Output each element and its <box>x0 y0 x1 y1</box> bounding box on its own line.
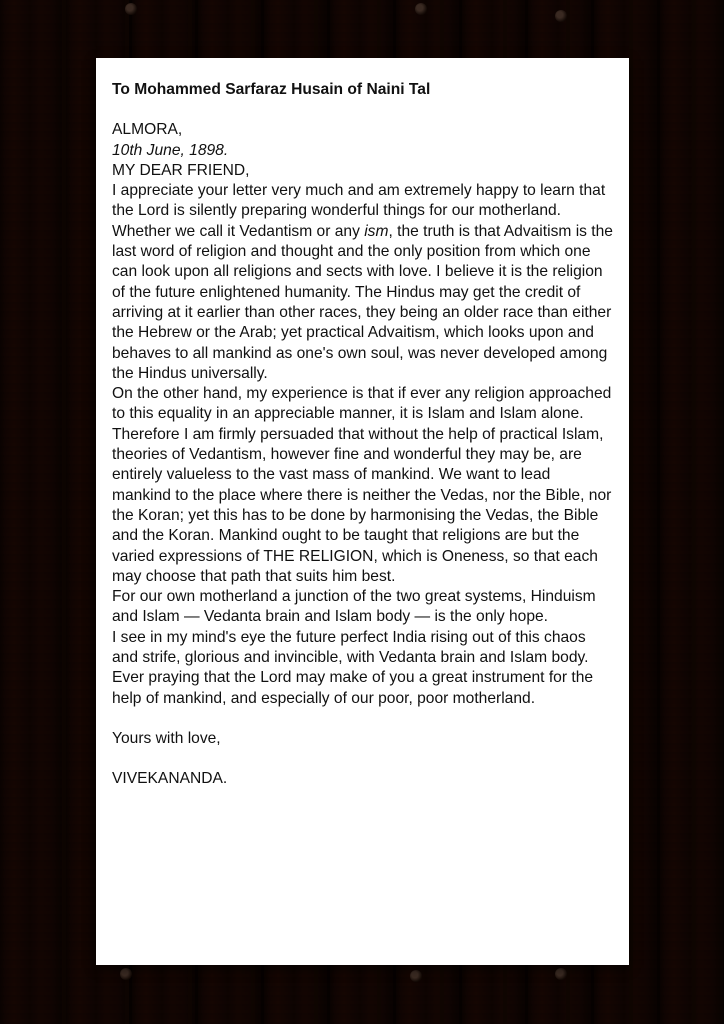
nail-icon <box>555 10 567 22</box>
letter-title: To Mohammed Sarfaraz Husain of Naini Tal <box>112 81 431 98</box>
nail-icon <box>415 3 427 15</box>
paragraph-text: , the truth is that Advaitism is the last word of religion and thought and the only position from which one can look upon all religions and sects with love. I believe it is the religion of the future enlightened humanity. The Hindus may get the credit of arriving at it earlier than other races, they being an older race than either the Hebrew or the Arab; yet practical Advaitism, which looks upon and behaves to all mankind as one's own soul, was never developed among the Hindus universally. <box>112 222 613 382</box>
emphasis-ism: ism <box>364 222 389 240</box>
letter-paragraph: For our own motherland a junction of the two great systems, Hinduism and Islam — Vedanta brain and Islam body — is the only hope. <box>112 588 596 626</box>
letter-place: ALMORA, <box>112 121 183 139</box>
paragraph-text: Whether we call it Vedantism or any <box>112 222 365 240</box>
nail-icon <box>555 968 567 980</box>
nail-icon <box>120 968 132 980</box>
plank-seam <box>62 0 66 1024</box>
plank-seam <box>692 0 696 1024</box>
letter-date: 10th June, 1898. <box>112 141 229 159</box>
letter-paragraph: I appreciate your letter very much and am extremely happy to learn that the Lord is silently preparing wonderful things for our motherland. <box>112 182 606 220</box>
letter-paragraph: Ever praying that the Lord may make of you a great instrument for the help of mankind, and especially of our poor, poor motherland. <box>112 669 594 707</box>
plank-seam <box>629 0 633 1024</box>
letter-paragraph: On the other hand, my experience is that if ever any religion approached to this equality in an appreciable manner, it is Islam and Islam alone. <box>112 385 612 423</box>
letter-signature: VIVEKANANDA. <box>112 770 228 788</box>
letter-closing: Yours with love, <box>112 729 221 747</box>
letter-paragraph <box>112 222 613 384</box>
letter-paper <box>96 58 629 965</box>
nail-icon <box>410 970 422 982</box>
letter-salutation: MY DEAR FRIEND, <box>112 161 250 179</box>
nail-icon <box>125 3 137 15</box>
letter-paragraph: Therefore I am firmly persuaded that without the help of practical Islam, theories of Vedantism, however fine and wonderful they may be, are entirely valueless to the vast mass of mankind. We want to lead mankind to the place where there is neither the Vedas, nor the Bible, nor the Koran; yet this has to be done by harmonising the Vedas, the Bible and the Koran. Mankind ought to be taught that religions are but the varied expressions of THE RELIGION, which is Oneness, so that each may choose that path that suits him best. <box>112 425 612 585</box>
letter-paragraph: I see in my mind's eye the future perfect India rising out of this chaos and strife, glorious and invincible, with Vedanta brain and Islam body. <box>112 628 589 667</box>
